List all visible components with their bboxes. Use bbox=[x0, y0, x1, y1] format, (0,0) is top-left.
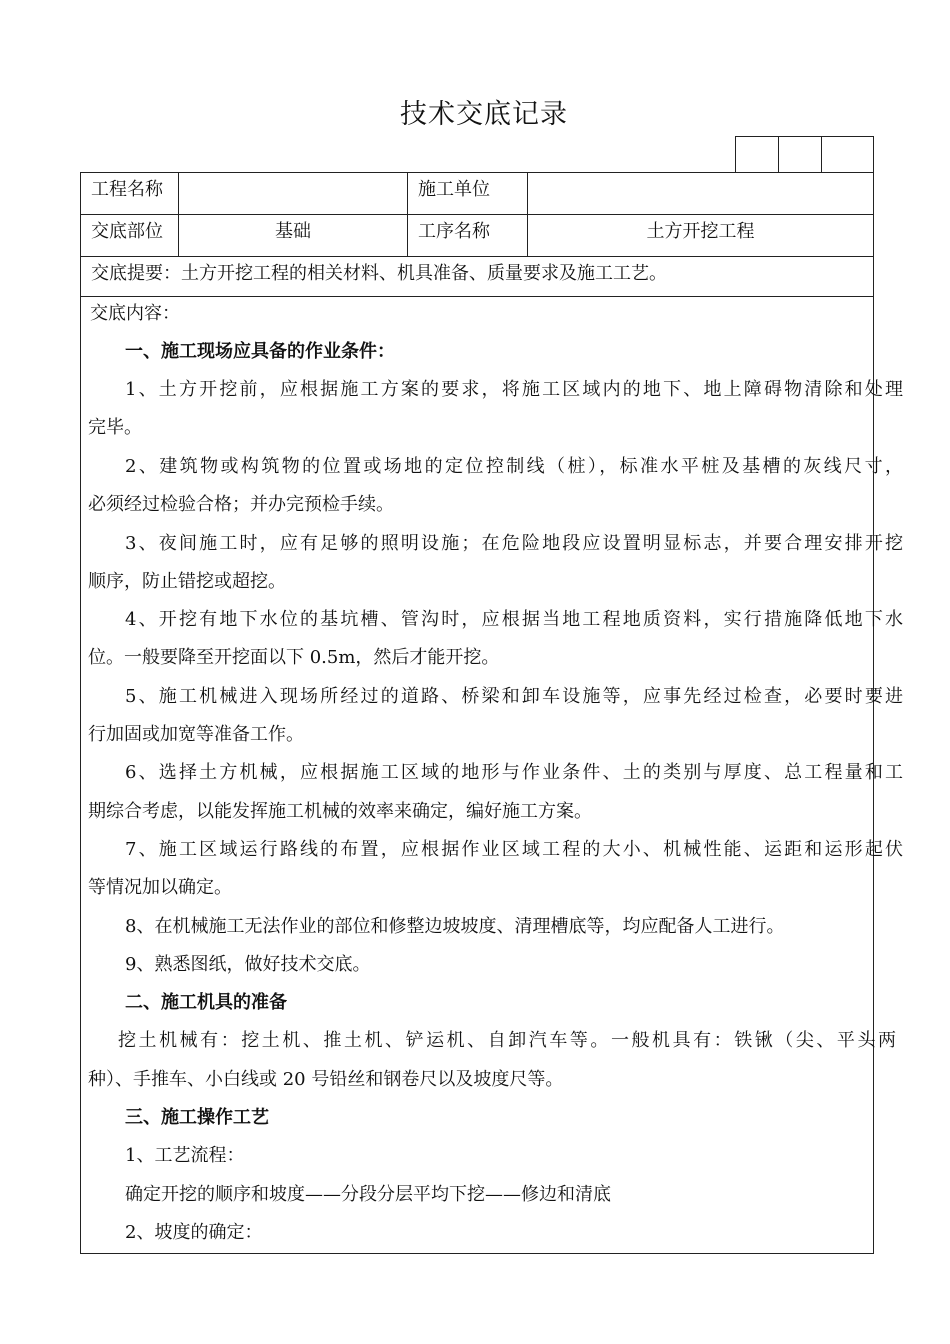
paragraph-line: 9、熟悉图纸，做好技术交底。 bbox=[125, 954, 371, 975]
paragraph-line: 2、建筑物或构筑物的位置或场地的定位控制线（桩），标准水平桩及基槽的灰线尺寸， bbox=[125, 456, 903, 477]
paragraph-line: 顺序，防止错挖或超挖。 bbox=[88, 571, 286, 592]
paragraph-line: 1、工艺流程： bbox=[125, 1145, 245, 1166]
record-number-box bbox=[822, 137, 873, 172]
contractor-value bbox=[527, 173, 873, 214]
paragraph-line: 7、施工区域运行路线的布置，应根据作业区域工程的大小、机械性能、运距和运形起伏 bbox=[125, 839, 903, 860]
paragraph-line: 5、施工机械进入现场所经过的道路、桥梁和卸车设施等，应事先经过检查，必要时要进 bbox=[125, 686, 903, 707]
section-heading: 二、施工机具的准备 bbox=[125, 992, 287, 1013]
content-label: 交底内容： bbox=[90, 303, 180, 324]
paragraph-line: 6、选择土方机械，应根据施工区域的地形与作业条件、土的类别与厚度、总工程量和工 bbox=[125, 762, 903, 783]
paragraph-line: 确定开挖的顺序和坡度——分段分层平均下挖——修边和清底 bbox=[125, 1184, 611, 1205]
paragraph-line: 8、在机械施工无法作业的部位和修整边坡坡度、清理槽底等，均应配备人工进行。 bbox=[125, 916, 785, 937]
paragraph-line: 挖土机械有：挖土机、推土机、铲运机、自卸汽车等。一般机具有：铁锹（尖、平头两 bbox=[118, 1030, 896, 1051]
record-number-box bbox=[736, 137, 779, 172]
record-table bbox=[80, 172, 903, 1254]
paragraph-line: 1、土方开挖前，应根据施工方案的要求，将施工区域内的地下、地上障碍物清除和处理 bbox=[125, 379, 903, 400]
record-number-boxes bbox=[735, 136, 874, 173]
paragraph-line: 位。一般要降至开挖面以下 0.5m，然后才能开挖。 bbox=[88, 647, 500, 668]
paragraph-line: 等情况加以确定。 bbox=[88, 877, 232, 898]
section-heading: 一、施工现场应具备的作业条件： bbox=[125, 341, 395, 362]
paragraph-line: 3、夜间施工时，应有足够的照明设施；在危险地段应设置明显标志，并要合理安排开挖 bbox=[125, 533, 903, 554]
paragraph-line: 期综合考虑，以能发挥施工机械的效率来确定，编好施工方案。 bbox=[88, 801, 592, 822]
process-label: 工序名称 bbox=[407, 215, 527, 256]
paragraph-line: 完毕。 bbox=[88, 417, 142, 438]
paragraph-line: 4、开挖有地下水位的基坑槽、管沟时，应根据当地工程地质资料，实行措施降低地下水 bbox=[125, 609, 903, 630]
section-heading: 三、施工操作工艺 bbox=[125, 1107, 269, 1128]
summary-text: 交底提要：土方开挖工程的相关材料、机具准备、质量要求及施工工艺。 bbox=[91, 263, 667, 284]
contractor-label: 施工单位 bbox=[407, 173, 527, 214]
paragraph-line: 种）、手推车、小白线或 20 号铅丝和钢卷尺以及坡度尺等。 bbox=[88, 1069, 564, 1090]
header-row-part bbox=[81, 215, 873, 257]
project-name-label: 工程名称 bbox=[91, 179, 163, 200]
paragraph-line: 行加固或加宽等准备工作。 bbox=[88, 724, 304, 745]
project-name-value bbox=[178, 173, 407, 214]
part-label: 交底部位 bbox=[91, 221, 163, 242]
summary-row bbox=[81, 257, 873, 297]
paragraph-line: 必须经过检验合格；并办完预检手续。 bbox=[88, 494, 394, 515]
paragraph-line: 2、坡度的确定： bbox=[125, 1222, 263, 1243]
process-value: 土方开挖工程 bbox=[527, 215, 873, 256]
document-title: 技术交底记录 bbox=[400, 99, 568, 130]
part-value: 基础 bbox=[178, 215, 407, 256]
header-row-project bbox=[81, 173, 873, 215]
record-number-box bbox=[779, 137, 822, 172]
